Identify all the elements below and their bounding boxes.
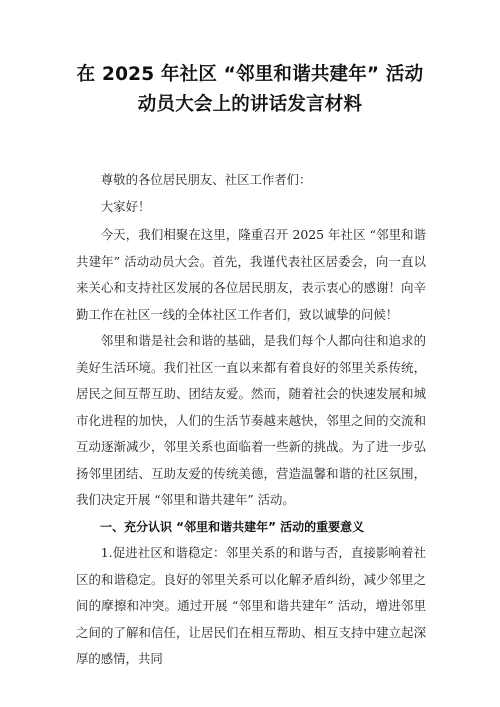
document-body xyxy=(76,167,426,673)
greeting: 大家好！ xyxy=(100,198,151,214)
section-heading-1: 一、充分认识 “邻里和谐共建年” 活动的重要意义 xyxy=(100,519,365,534)
document-title xyxy=(40,60,460,120)
salutation: 尊敬的各位居民朋友、社区工作者们： xyxy=(100,172,312,187)
paragraph-point-1: 1.促进社区和谐稳定：邻里关系的和谐与否，直接影响着社区的和谐稳定。良好的邻里关系可以化解矛盾纠纷，减少邻里之间的摩擦和冲突。通过开展 “邻里和谐共建年” 活动，增进邻里之间的了解和信任，让居民们在相互帮助、相互支持中建立起深厚的感情，共同 xyxy=(76,545,426,666)
paragraph-opening: 今天，我们相聚在这里，隆重召开 2025 年社区 “邻里和谐共建年” 活动动员大会。首先，我谨代表社区居委会，向一直以来关心和支持社区发展的各位居民朋友，表示衷心的感谢！向辛勤工作在社区一线的全体社区工作者们，致以诚挚的问候！ xyxy=(76,227,426,322)
paragraph-background: 邻里和谐是社会和谐的基础，是我们每个人都向往和追求的美好生活环境。我们社区一直以来都有着良好的邻里关系传统，居民之间互帮互助、团结友爱。然而，随着社会的快速发展和城市化进程的加快，人们的生活节奏越来越快，邻里之间的交流和互动逐渐减少，邻里关系也面临着一些新的挑战。为了进一步弘扬邻里团结、互助友爱的传统美德，营造温馨和谐的社区氛围，我们决定开展 “邻里和谐共建年” 活动。 xyxy=(76,333,426,507)
title-line-1: 在 2025 年社区 “邻里和谐共建年” 活动 xyxy=(76,64,424,85)
title-line-2: 动员大会上的讲话发言材料 xyxy=(137,94,363,115)
